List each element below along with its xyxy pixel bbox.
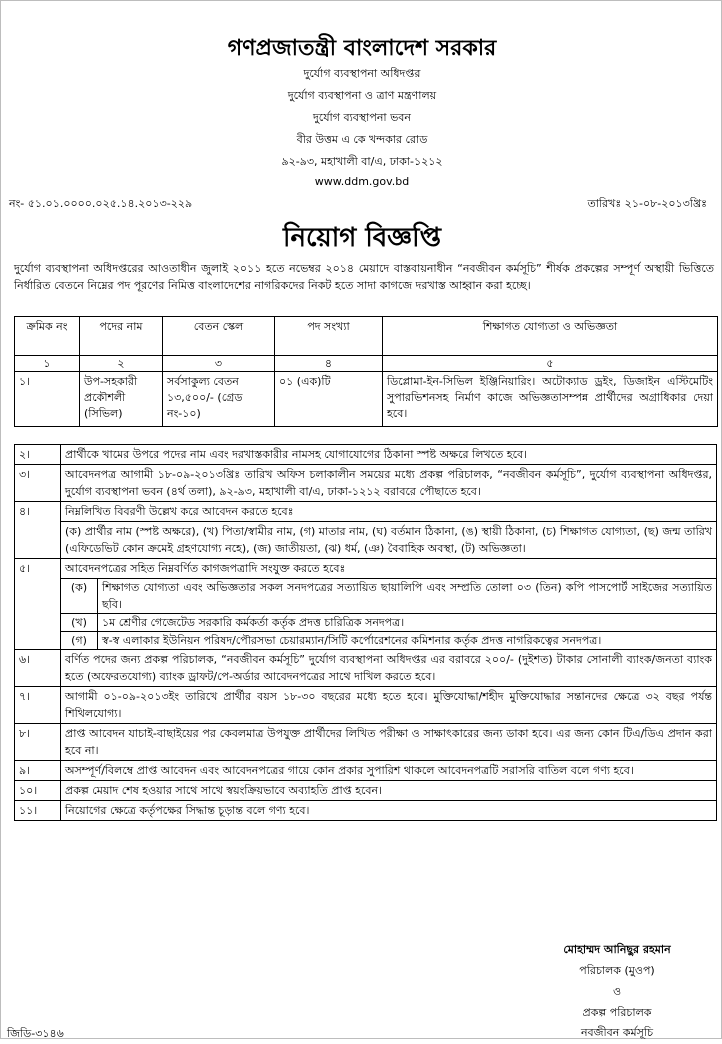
- sub-clause-mark: (ক): [61, 579, 98, 613]
- sub-clause-text: স্ব-স্ব এলাকার ইউনিয়ন পরিষদ/পৌরসভা চেয়ারম্যান/সিটি কর্পোরেশনের কমিশনার কর্তৃক প্রদত্ত নাগরিকত্বের সনদপত্র।: [102, 634, 602, 647]
- job-table-column-number-row: [15, 356, 718, 372]
- job-table-header-row: [15, 317, 718, 356]
- signatory-name: মোহাম্মদ আনিছুর রহমান: [563, 943, 671, 956]
- clause-number: ২।: [15, 445, 61, 465]
- clause-number: ৫।: [15, 559, 61, 650]
- column-number: ১: [15, 356, 80, 372]
- column-number: ৩: [163, 356, 275, 372]
- clause-number: ৬।: [15, 650, 61, 687]
- clause-row: [15, 687, 717, 724]
- clause-number: ১১।: [15, 801, 61, 821]
- job-serial: ১।: [15, 372, 80, 427]
- clause-number: ৩।: [15, 465, 61, 502]
- header-line-address: ৯২-৯৩, মহাখালী বা/এ, ঢাকা-১২১২: [281, 155, 443, 168]
- clause-row: [15, 761, 717, 781]
- clause-number: ১০।: [15, 781, 61, 801]
- column-number: ৫: [383, 356, 718, 372]
- header-post-name: পদের নাম: [80, 317, 163, 356]
- clause-number: ৭।: [15, 687, 61, 724]
- conditions-table: [14, 444, 717, 821]
- clause-text: অসম্পূর্ণ/বিলম্বে প্রাপ্ত আবেদন এবং আবেদনপত্রের গায়ে কোন প্রকার সুপারিশ থাকলে আবেদনপত্রটি সরাসরি বাতিল বলে গণ্য হবে।: [61, 761, 717, 781]
- clause-row: [15, 801, 717, 821]
- header-line-building: দুর্যোগ ব্যবস্থাপনা ভবন: [313, 111, 411, 124]
- sub-clause: [61, 631, 716, 649]
- signatory-and: ও: [612, 985, 622, 998]
- sub-clause-mark: (খ): [61, 614, 98, 631]
- job-qualification: ডিপ্লোমা-ইন-সিভিল ইঞ্জিনিয়ারিং। অটোক্যাড ড্রইং, ডিজাইন এস্টিমেটিং সুপারভিশনসহ নির্মাণ কাজে অভিজ্ঞতাসম্পন্ন প্রার্থীদের অগ্রাধিকার দেয়া হবে।: [383, 372, 718, 427]
- clause-number: ৯।: [15, 761, 61, 781]
- notice-title: নিয়োগ বিজ্ঞপ্তি: [283, 223, 441, 253]
- signatory-role-programme: নবজীবন কর্মসূচি: [580, 1026, 653, 1039]
- clause-body: [61, 502, 717, 559]
- sub-clause-list: [61, 579, 716, 649]
- header-line-ministry: দুর্যোগ ব্যবস্থাপনা ও ত্রাণ মন্ত্রণালয়: [287, 89, 437, 102]
- clause-row: [15, 650, 717, 687]
- header-pay-scale: বেতন স্কেল: [163, 317, 275, 356]
- job-post-count: ০১ (এক)টি: [275, 372, 383, 427]
- header-serial: ক্রমিক নং: [15, 317, 80, 356]
- clause-row: [15, 445, 717, 465]
- signatory-role-director: পরিচালক (মুওপ): [579, 964, 655, 977]
- clause-text: বর্ণিত পদের জন্য প্রকল্প পরিচালক, “নবজীবন কর্মসূচি” দুর্যোগ ব্যবস্থাপনা অধিদপ্তর এর বরাবরে ২০০/- (দুইশত) টাকার সোনালী ব্যাংক/জনতা ব্যাংক হতে (অফেরতযোগ্য) ব্যাংক ড্রাফট/পে-অর্ডার আবেদনপত্রের সাথে দাখিল করতে হবে।: [61, 650, 717, 687]
- reference-number: নং- ৫১.০১.০০০০.০২৫.১৪.২০১৩-২২৯: [9, 197, 193, 210]
- clause-text: প্রকল্প মেয়াদ শেষ হওয়ার সাথে সাথে স্বয়ংক্রিয়ভাবে অব্যাহতি প্রাপ্ত হবেন।: [61, 781, 717, 801]
- government-title: গণপ্রজাতন্ত্রী বাংলাদেশ সরকার: [227, 36, 497, 61]
- clause-row: [15, 465, 717, 502]
- intro-paragraph: দুর্যোগ ব্যবস্থাপনা অধিদপ্তরের আওতাধীন জুলাই ২০১১ হতে নভেম্বর ২০১৪ মেয়াদে বাস্তবায়নাধীন “নবজীবন কর্মসূচি” শীর্ষক প্রকল্পের সম্পূর্ণ অস্থায়ী ভিত্তিতে নির্ধারিত বেতনে নিম্নের পদ পূরণের নিমিত্ত বাংলাদেশের নাগরিকদের নিকট হতে সাদা কাগজে দরখাস্ত আহ্বান করা হচ্ছে।: [14, 262, 714, 292]
- clause-text: নিম্নলিখিত বিবরণী উল্লেখ করে আবেদন করতে হবেঃ: [61, 502, 716, 522]
- clause-text: আগামী ০১-০৯-২০১৩ইং তারিখে প্রার্থীর বয়স ১৮-৩০ বছরের মধ্যে হতে হবে। মুক্তিযোদ্ধা/শহীদ মুক্তিযোদ্ধার সন্তানদের ক্ষেত্রে ৩২ বছর পর্যন্ত শিথিলযোগ্য।: [61, 687, 717, 724]
- clause-detail-text: (ক) প্রার্থীর নাম (স্পষ্ট অক্ষরে), (খ) পিতা/স্বামীর নাম, (গ) মাতার নাম, (ঘ) বর্তমান ঠিকানা, (ঙ) স্থায়ী ঠিকানা, (চ) শিক্ষাগত যোগ্যতা, (ছ) জন্ম তারিখ (এফিডেভিট কোন ক্রমেই গ্রহণযোগ্য নহে), (জ) জাতীয়তা, (ঝ) ধর্ম, (ঞ) বৈবাহিক অবস্থা, (ট) অভিজ্ঞতা।: [65, 525, 712, 555]
- signatory-role-project-director: প্রকল্প পরিচালক: [582, 1006, 652, 1019]
- clause-text: প্রাপ্ত আবেদন যাচাই-বাছাইয়ের পর কেবলমাত্র উপযুক্ত প্রার্থীদের লিখিত পরীক্ষা ও সাক্ষাৎকারের জন্য ডাকা হবে। এর জন্য কোন টিএ/ডিএ প্রদান করা হবে না।: [61, 724, 717, 761]
- header-qualification: শিক্ষাগত যোগ্যতা ও অভিজ্ঞতা: [383, 317, 718, 356]
- notice-date: তারিখঃ ২১-০৮-২০১৩খ্রিঃ: [587, 197, 707, 210]
- column-number: ৪: [275, 356, 383, 372]
- clause-row: [15, 781, 717, 801]
- clause-number: ৪।: [15, 502, 61, 559]
- sub-clause-text: শিক্ষাগত যোগ্যতা এবং অভিজ্ঞতার সকল সনদপত্রের সত্যায়িত ছায়ালিপি এবং সম্প্রতি তোলা ০৩ (তিন) কপি পাসপোর্ট সাইজের সত্যায়িত ছবি।: [102, 581, 712, 611]
- column-number: ২: [80, 356, 163, 372]
- sub-clause: [61, 613, 716, 631]
- sub-clause: [61, 579, 716, 613]
- job-row: [15, 372, 718, 427]
- job-pay-scale: সর্বসাকুল্য বেতন ১৩,৫০০/- (গ্রেড নং-১০): [163, 372, 275, 427]
- clause-text: আবেদনপত্রের সহিত নিম্নবর্ণিত কাগজপত্রাদি সংযুক্ত করতে হবেঃ: [61, 559, 716, 579]
- header-website-link[interactable]: www.ddm.gov.bd: [314, 175, 410, 188]
- job-post-name: উপ-সহকারী প্রকৌশলী (সিভিল): [80, 372, 163, 427]
- clause-text: নিয়োগের ক্ষেত্রে কর্তৃপক্ষের সিদ্ধান্ত চূড়ান্ত বলে গণ্য হবে।: [61, 801, 717, 821]
- memo-code: জিডি-৩১৪৬: [7, 1027, 64, 1040]
- header-line-road: বীর উত্তম এ কে খন্দকার রোড: [296, 133, 428, 146]
- clause-text: আবেদনপত্র আগামী ১৮-০৯-২০১৩খ্রিঃ তারিখ অফিস চলাকালীন সময়ের মধ্যে প্রকল্প পরিচালক, “নবজীবন কর্মসূচি”, দুর্যোগ ব্যবস্থাপনা অধিদপ্তর, দুর্যোগ ব্যবস্থাপনা ভবন (৪র্থ তলা), ৯২-৯৩, মহাখালী বা/এ, ঢাকা-১২১২ বরাবরে পৌছাতে হবে।: [61, 465, 717, 502]
- sub-clause-text: ১ম শ্রেণীর গেজেটেড সরকারি কর্মকর্তা কর্তৃক প্রদত্ত চারিত্রিক সনদপত্র।: [102, 616, 405, 629]
- header-post-count: পদ সংখ্যা: [275, 317, 383, 356]
- header-line-department: দুর্যোগ ব্যবস্থাপনা অধিদপ্তর: [303, 67, 421, 80]
- clause-row: [15, 559, 717, 650]
- clause-number: ৮।: [15, 724, 61, 761]
- sub-clause-mark: (গ): [61, 632, 98, 649]
- job-table: [14, 316, 718, 427]
- clause-text: প্রার্থীকে খামের উপরে পদের নাম এবং দরখাস্তকারীর নামসহ যোগাযোগের ঠিকানা স্পষ্ট অক্ষরে লিখতে হবে।: [61, 445, 717, 465]
- clause-body: [61, 559, 717, 650]
- clause-row: [15, 502, 717, 559]
- clause-row: [15, 724, 717, 761]
